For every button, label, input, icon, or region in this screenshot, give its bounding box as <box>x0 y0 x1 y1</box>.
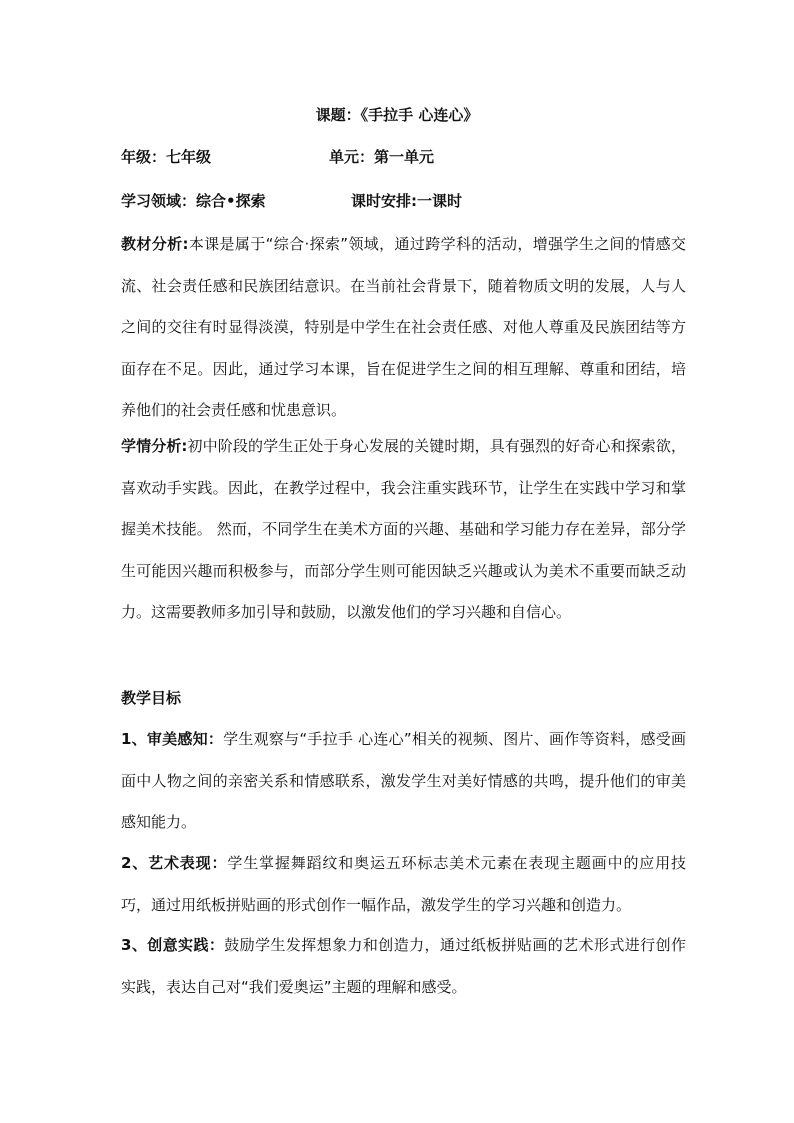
material-analysis-paragraph <box>121 224 686 432</box>
lesson-title: 课题：《手拉手 心连心》 <box>315 106 479 124</box>
objective-2-lead: 2、艺术表现： <box>121 854 228 872</box>
material-analysis-text: 本课是属于“综合·探索”领域，通过跨学科的活动，增强学生之间的情感交流、社会责任感和民族团结意识。在当前社会背景下，随着物质文明的发展，人与人之间的交往有时显得淡漠，特别是中学生在社会责任感、对他人尊重及民族团结等方面存在不足。因此，通过学习本课，旨在促进学生之间的相互理解、尊重和团结，培养他们的社会责任感和忧患意识。 <box>121 235 686 419</box>
objective-3-text: 鼓励学生发挥想象力和创造力，通过纸板拼贴画的艺术形式进行创作实践，表达自己对“我们爱奥运”主题的理解和感受。 <box>121 936 686 996</box>
grade-label: 年级：七年级 <box>121 148 212 166</box>
objectives-heading: 教学目标 <box>121 689 182 707</box>
objective-3-lead: 3、创意实践： <box>121 936 225 954</box>
objective-1-lead: 1、审美感知： <box>121 730 224 748</box>
student-analysis-text: 初中阶段的学生正处于身心发展的关键时期，具有强烈的好奇心和探索欲，喜欢动手实践。因此，在教学过程中，我会注重实践环节，让学生在实践中学习和掌握美术技能。 然而，不同学生在美术方面的兴趣、基础和学习能力存在差异，部分学生可能因兴趣而积极参与，而部分学生则可能因缺乏兴趣或认为美术不重要而缺乏动力。这需要教师多加引导和鼓励，以激发他们的学习兴趣和自信心。 <box>121 437 686 621</box>
material-analysis-lead: 教材分析: <box>121 235 189 253</box>
unit-label: 单元：第一单元 <box>329 148 435 166</box>
objective-1 <box>121 719 686 844</box>
field-schedule-row <box>121 188 462 214</box>
objective-1-text: 学生观察与“手拉手 心连心”相关的视频、图片、画作等资料，感受画面中人物之间的亲密关系和情感联系，激发学生对美好情感的共鸣，提升他们的审美感知能力。 <box>121 730 686 831</box>
field-label: 学习领域：综合•探索 <box>121 192 266 210</box>
student-analysis-lead: 学情分析: <box>121 437 188 455</box>
schedule-label: 课时安排:一课时 <box>351 192 462 210</box>
objective-2-text: 学生掌握舞蹈纹和奥运五环标志美术元素在表现主题画中的应用技巧，通过用纸板拼贴画的形式创作一幅作品，激发学生的学习兴趣和创造力。 <box>121 854 686 914</box>
grade-unit-row <box>121 144 435 170</box>
objective-2 <box>121 843 686 926</box>
objective-3 <box>121 925 686 1008</box>
student-analysis-paragraph <box>121 426 686 634</box>
